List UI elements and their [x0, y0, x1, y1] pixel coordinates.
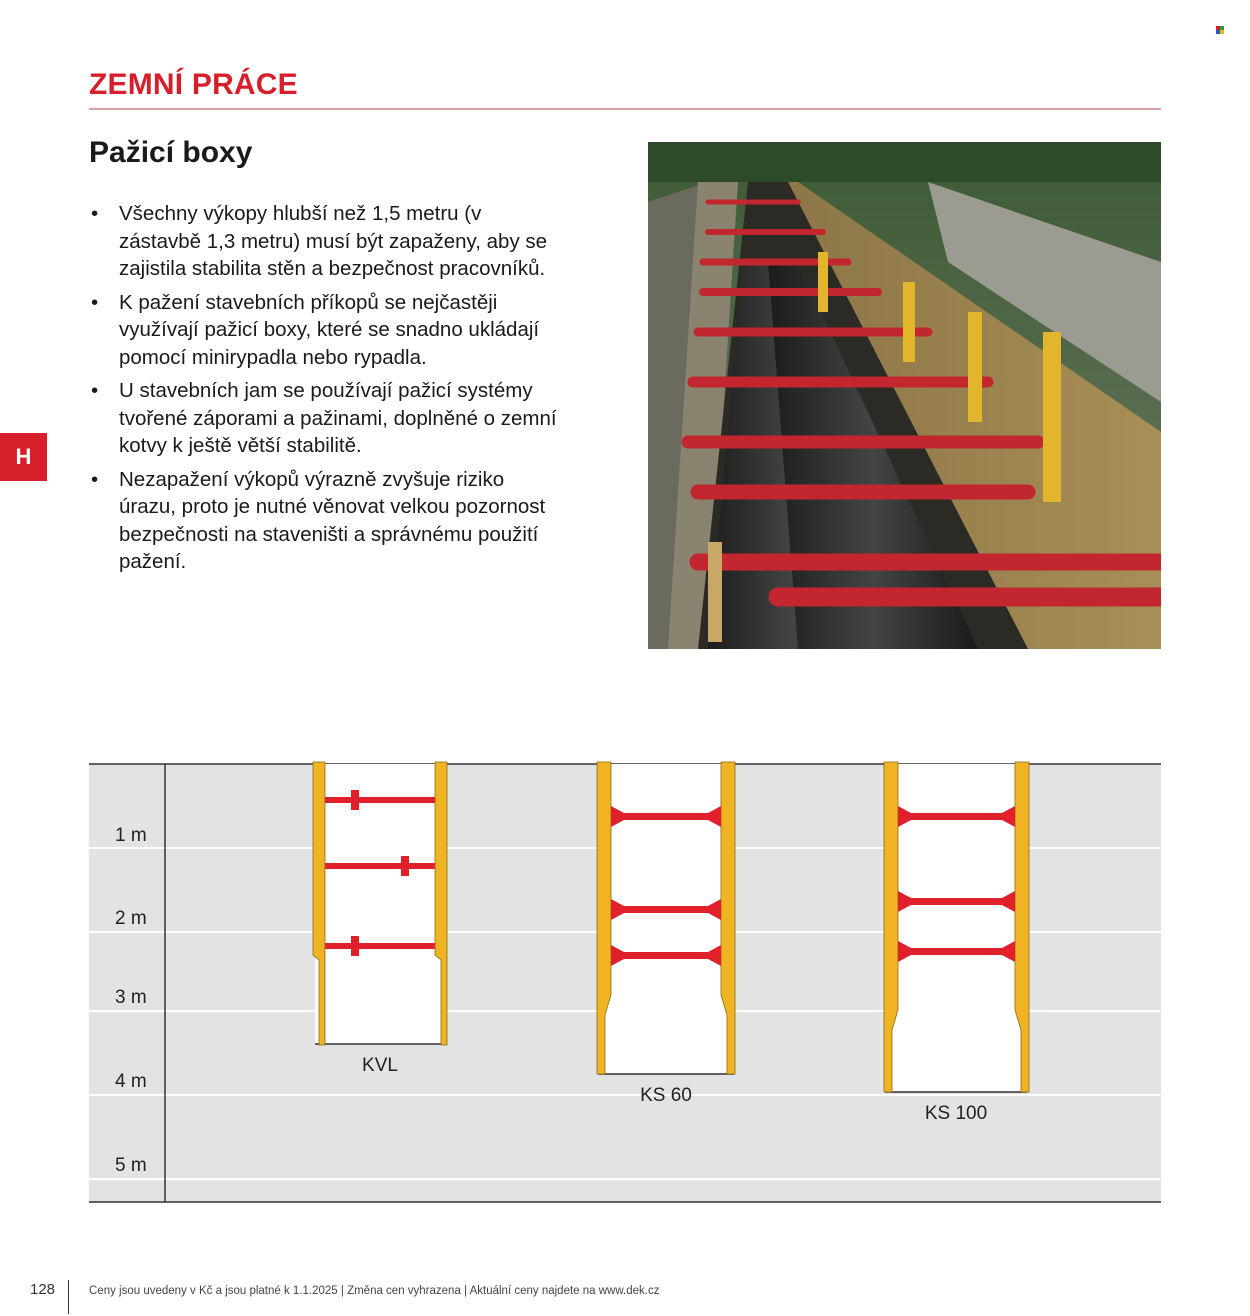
- system-label-ks60: KS 60: [640, 1085, 692, 1106]
- section-title: ZEMNÍ PRÁCE: [89, 68, 298, 101]
- system-label-kvl: KVL: [362, 1055, 398, 1076]
- brand-mark-icon: [1216, 26, 1225, 34]
- page-number: 128: [30, 1281, 56, 1298]
- system-ks60: [597, 762, 735, 1106]
- system-kvl: [313, 762, 447, 1076]
- chapter-letter: H: [15, 444, 32, 469]
- system-label-ks100: KS 100: [924, 1103, 988, 1124]
- bullet-item: • K pažení stavebních příkopů se nejčastěji využívají pažicí boxy, které se snadno ukládají pomocí minirypadla nebo rypadla.: [89, 289, 559, 372]
- depth-label-2m: 2 m: [115, 908, 147, 929]
- title-divider: [89, 108, 1161, 110]
- page-heading: Pažicí boxy: [89, 136, 253, 169]
- depth-label-5m: 5 m: [115, 1155, 147, 1176]
- footer-divider: [68, 1280, 69, 1314]
- bullet-item: • Všechny výkopy hlubší než 1,5 metru (v zástavbě 1,3 metru) musí být zapaženy, aby se zajistila stabilita stěn a bezpečnost pracovníků.: [89, 200, 559, 283]
- bullet-item: • Nezapažení výkopů výrazně zvyšuje riziko úrazu, proto je nutné věnovat velkou pozornost bezpečnosti na staveništi a správnému použití pažení.: [89, 466, 559, 576]
- footer-note: Ceny jsou uvedeny v Kč a jsou platné k 1.1.2025 | Změna cen vyhrazena | Aktuální ceny najdete na www.dek.cz: [89, 1285, 660, 1297]
- system-ks100: [884, 762, 1029, 1124]
- bullet-list: [89, 200, 559, 582]
- bullet-item: • U stavebních jam se používají pažicí systémy tvořené záporami a pažinami, doplněné o zemní kotvy k ještě větší stabilitě.: [89, 377, 559, 460]
- depth-label-4m: 4 m: [115, 1071, 147, 1092]
- trench-shoring-photo: [648, 142, 1161, 649]
- shoring-depth-diagram: [89, 760, 1161, 1205]
- depth-label-3m: 3 m: [115, 987, 147, 1008]
- chapter-tab[interactable]: [0, 433, 47, 481]
- depth-label-1m: 1 m: [115, 825, 147, 846]
